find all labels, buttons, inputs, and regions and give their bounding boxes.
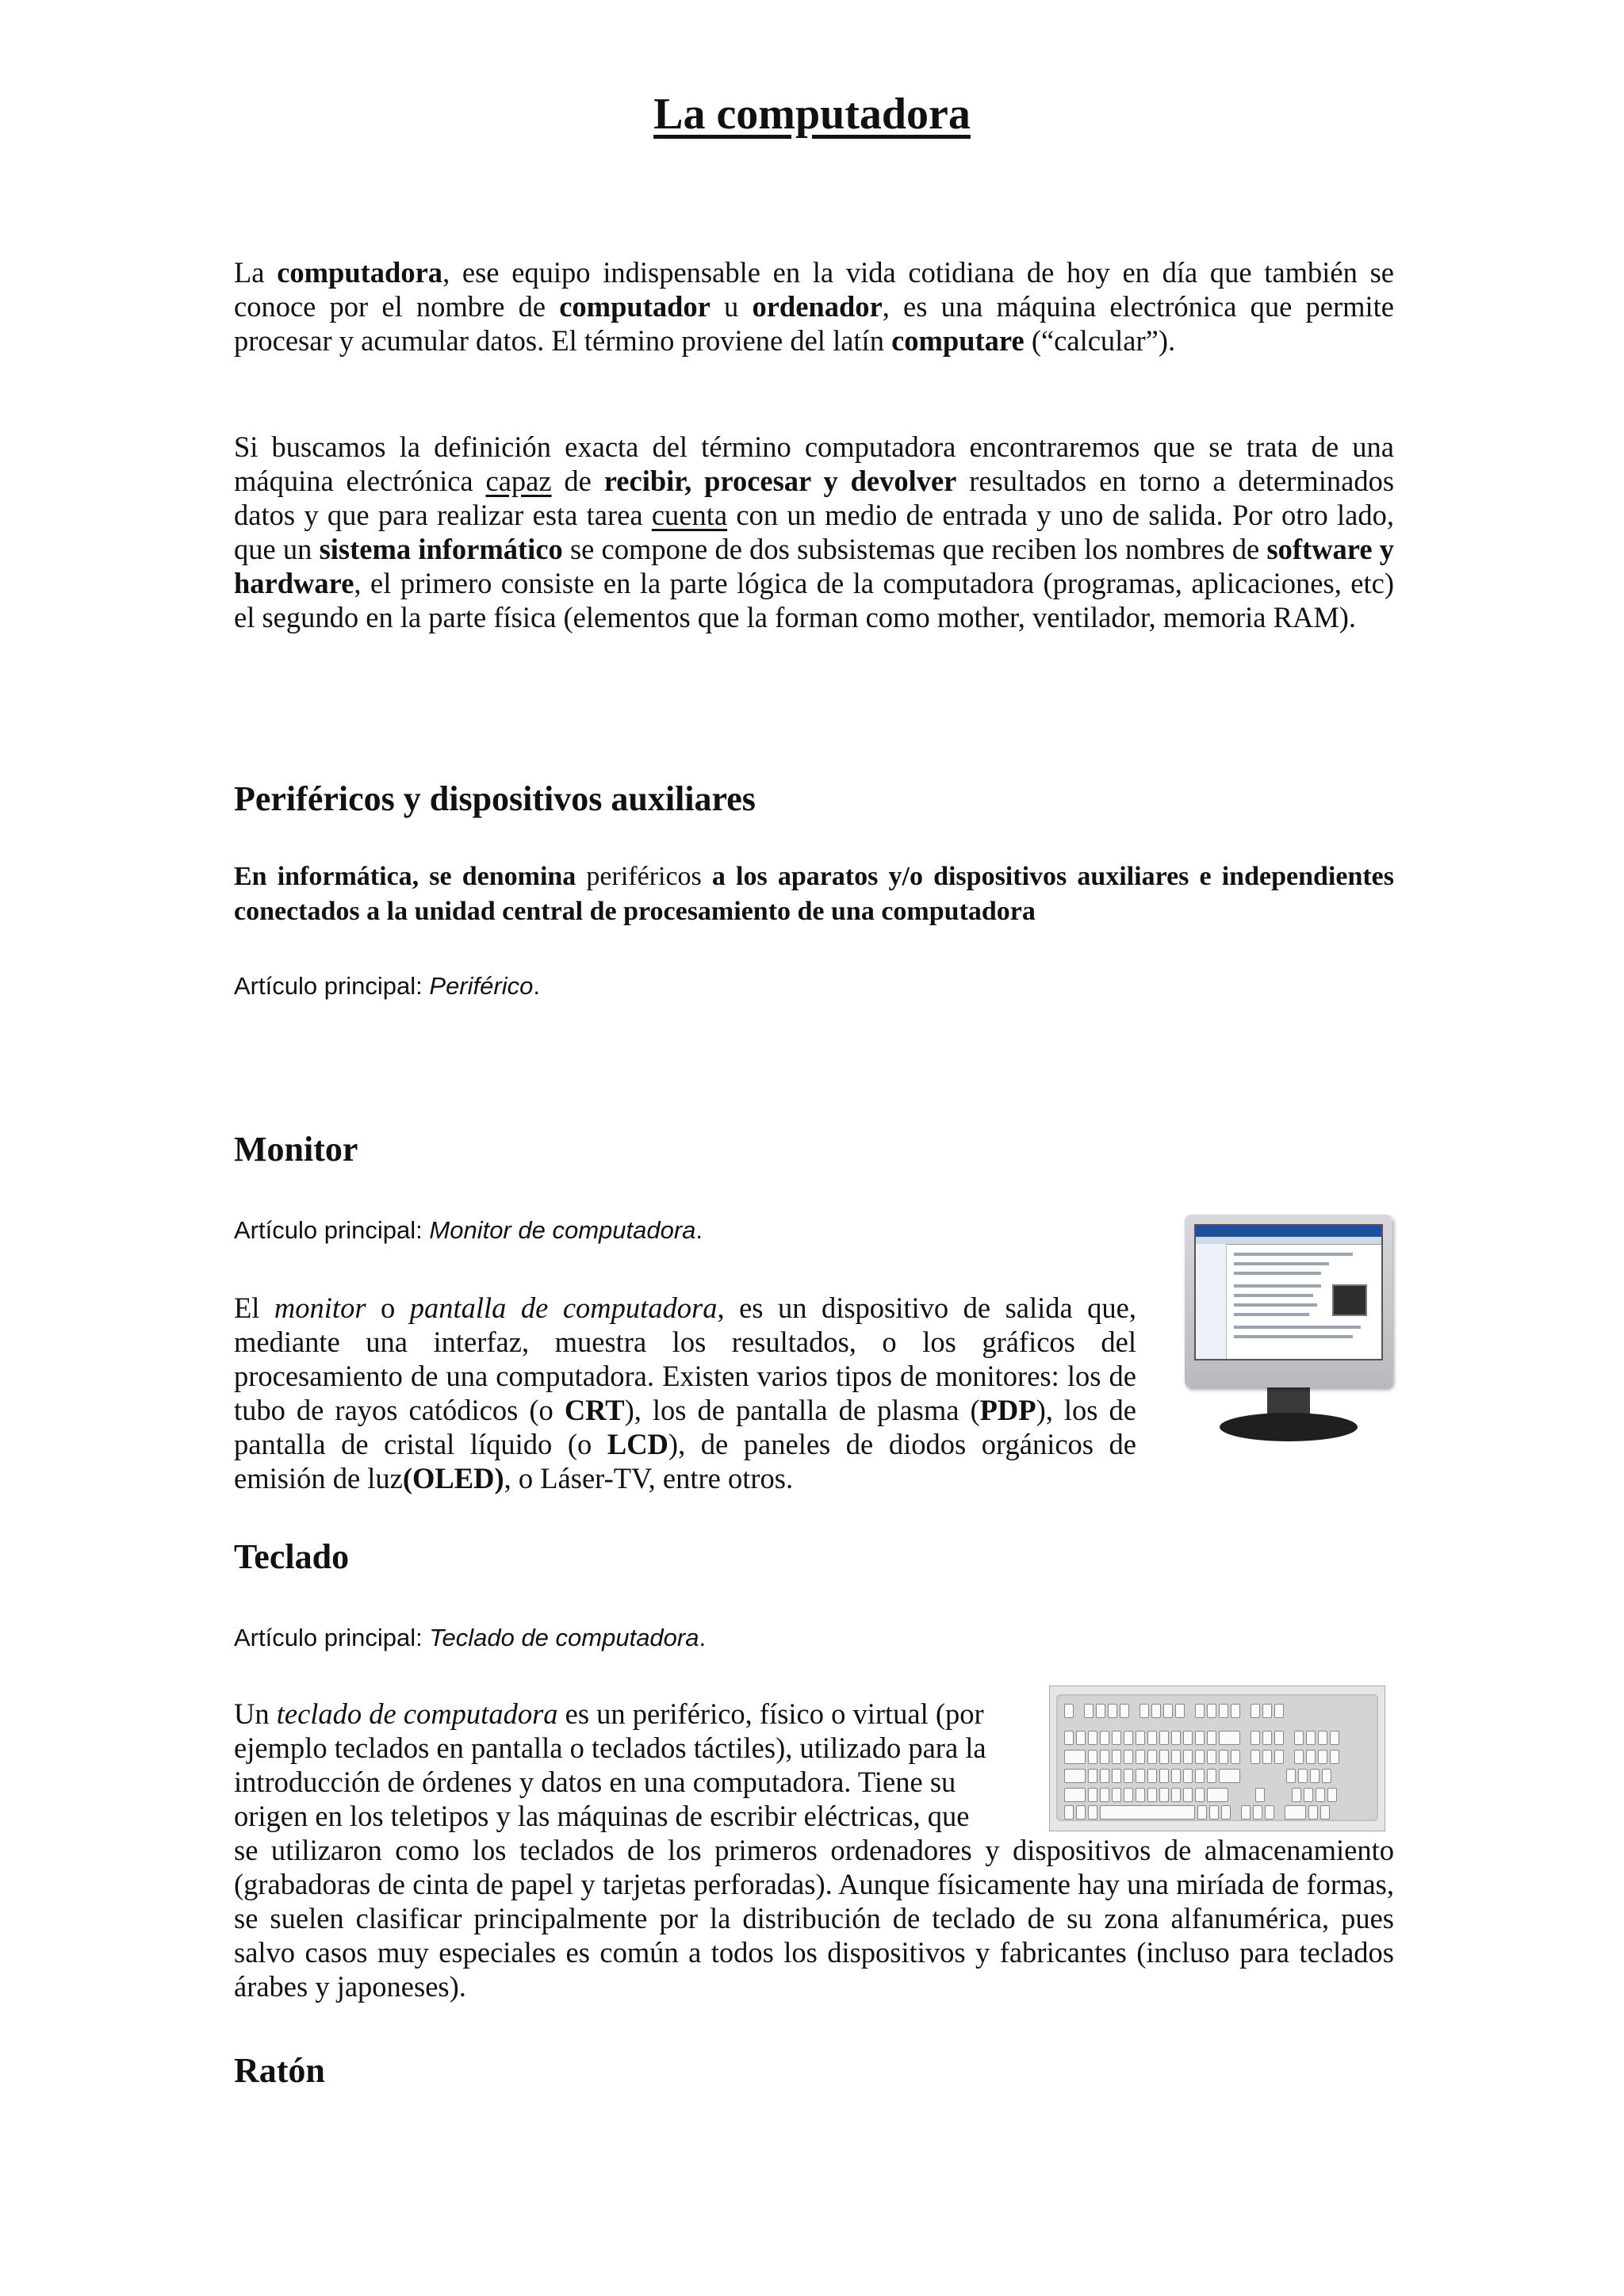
monitor-text: El (234, 1292, 274, 1324)
article-link-monitor: Monitor de computadora (429, 1216, 696, 1244)
keyboard-body (1056, 1694, 1378, 1821)
article-link-periferico: Periférico (429, 972, 534, 1000)
heading-teclado: Teclado (234, 1537, 350, 1576)
definition-text: se compone de dos subsistemas que reciben los nombres de (562, 533, 1267, 565)
monitor-term-crt: CRT (564, 1394, 625, 1426)
monitor-text: , es un dispositivo de salida que, mediante una interfaz, muestra los resultados, o los gráficos del procesamiento de una computadora. Existen varios tipos de monitores: los de tubo de rayos catódicos (o (234, 1292, 1137, 1426)
article-suffix: . (695, 1216, 703, 1244)
definition-underlined-cuenta: cuenta (651, 499, 728, 531)
intro-term-computador: computador (559, 290, 710, 323)
definition-term-recibir: recibir, procesar y devolver (603, 465, 957, 497)
definition-text: Si buscamos la definición exacta del término computadora encontraremos que se trata de una máquina electrónica (234, 430, 1394, 497)
definition-term-sistema: sistema informático (319, 533, 563, 565)
teclado-line (234, 1697, 1027, 1731)
teclado-text: es un periférico, físico o virtual (por (557, 1697, 984, 1730)
definition-underlined-capaz: capaz (485, 465, 552, 497)
monitor-text: o (366, 1292, 410, 1324)
intro-text: u (710, 290, 753, 323)
heading-perifericos: Periféricos y dispositivos auxiliares (234, 779, 756, 818)
monitor-stand-base (1220, 1413, 1358, 1441)
teclado-line: origen en los teletipos y las máquinas de escribir eléctricas, que (234, 1800, 970, 1832)
teclado-line: ejemplo teclados en pantalla o teclados táctiles), utilizado para la (234, 1732, 986, 1764)
intro-paragraph (234, 255, 1394, 358)
keyboard-image (1049, 1686, 1385, 1831)
monitor-term-oled: (OLED) (402, 1462, 504, 1494)
document-title: La computadora (653, 90, 971, 139)
monitor-screen (1194, 1224, 1383, 1360)
intro-term-ordenador: ordenador (752, 290, 883, 323)
article-suffix: . (699, 1624, 707, 1651)
article-prefix: Artículo principal: (234, 1624, 430, 1651)
monitor-text: , o Láser-TV, entre otros. (504, 1462, 794, 1494)
article-suffix: . (533, 972, 540, 1000)
intro-term-computare: computare (891, 324, 1025, 357)
intro-text: , ese equipo indispensable en la vida cotidiana de hoy en día que también se conoce por el nombre de (234, 256, 1394, 323)
monitor-paragraph (234, 1291, 1136, 1495)
monitor-text: ), los de pantalla de plasma ( (624, 1394, 980, 1426)
teclado-paragraph-rest: se utilizaron como los teclados de los primeros ordenadores y dispositivos de almacenamiento (grabadoras de cinta de papel y tarjetas perforadas). Aunque físicamente hay una miríada de formas, se suelen clasificar principalmente por la distribución de teclado de su zona alfanumérica, pues salvo casos muy especiales es común a todos los dispositivos y fabricantes (incluso para teclados árabes y japoneses). (234, 1834, 1394, 2003)
article-prefix: Artículo principal: (234, 1216, 430, 1244)
perifericos-term: periféricos (576, 862, 712, 891)
definition-text: de (551, 465, 604, 497)
article-link-teclado: Teclado de computadora (429, 1624, 699, 1651)
perifericos-text: En informática, se denomina (234, 862, 576, 891)
monitor-term-monitor: monitor (274, 1292, 366, 1324)
teclado-term: teclado de computadora (276, 1697, 558, 1730)
monitor-term-pdp: PDP (979, 1394, 1036, 1426)
definition-text: , el primero consiste en la parte lógica de la computadora (programas, aplicaciones, etc) el segundo en la parte física (elementos que la forman como mother, ventilador, memoria RAM). (234, 567, 1394, 633)
intro-text: , es una máquina electrónica que permite procesar y acumular datos. El término proviene del latín (234, 290, 1395, 357)
monitor-image (1174, 1205, 1404, 1457)
heading-monitor: Monitor (234, 1130, 358, 1169)
teclado-paragraph-wrapped (234, 1697, 1027, 1833)
intro-text: (“calcular”). (1024, 324, 1176, 357)
article-perifericos (234, 969, 1394, 1003)
monitor-text: ), de paneles de diodos orgánicos de emisión de luz (234, 1428, 1137, 1494)
heading-raton: Ratón (234, 2051, 325, 2090)
monitor-term-lcd: LCD (607, 1428, 668, 1460)
teclado-text: Un (234, 1697, 277, 1730)
teclado-line: introducción de órdenes y datos en una computadora. Tiene su (234, 1766, 956, 1798)
perifericos-text: a los aparatos y/o dispositivos auxiliares e independientes conectados a la unidad central de procesamiento de una computadora (234, 862, 1394, 926)
definition-term-software-hardware: software y hardware (234, 533, 1394, 599)
perifericos-paragraph (234, 859, 1394, 929)
intro-text: La (234, 256, 278, 289)
article-prefix: Artículo principal: (234, 972, 430, 1000)
monitor-term-pantalla: pantalla de computadora (409, 1292, 718, 1324)
definition-text: con un medio de entrada y uno de salida. Por otro lado, que un (234, 499, 1394, 565)
monitor-text: ), los de pantalla de cristal líquido (o (234, 1394, 1136, 1460)
definition-text: resultados en torno a determinados datos y que para realizar esta tarea (234, 465, 1395, 531)
definition-paragraph (234, 430, 1394, 634)
article-teclado (234, 1621, 1394, 1655)
intro-term-computadora: computadora (277, 256, 443, 289)
